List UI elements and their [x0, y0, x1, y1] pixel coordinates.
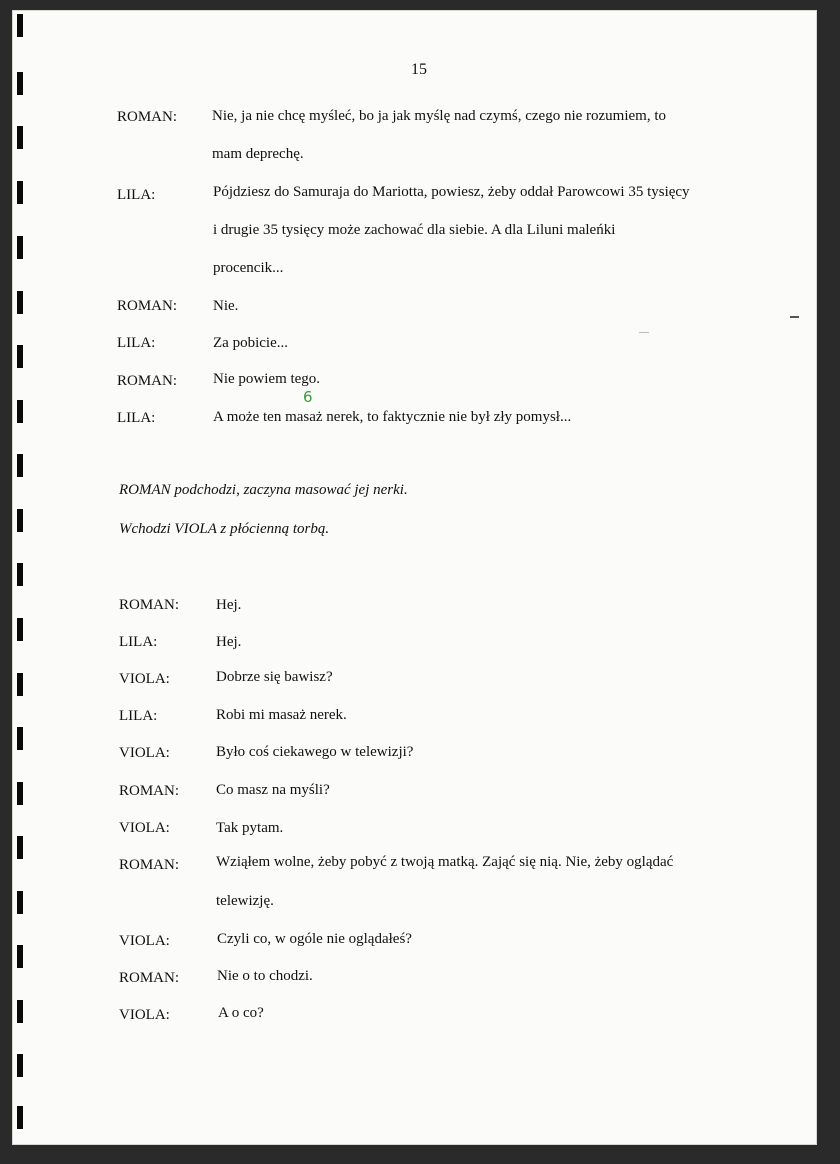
dialogue-line: Czyli co, w ogóle nie oglądałeś? — [217, 931, 412, 947]
binding-mark — [17, 509, 23, 532]
binding-mark — [17, 1000, 23, 1023]
binding-mark — [17, 454, 23, 477]
binding-mark — [17, 945, 23, 968]
binding-mark — [17, 891, 23, 914]
binding-mark — [17, 673, 23, 696]
scan-speck — [790, 316, 799, 318]
dialogue-line: mam deprechę. — [212, 146, 304, 162]
speaker-label: ROMAN: — [117, 109, 178, 125]
dialogue-line: Nie, ja nie chcę myśleć, bo ja jak myślę nad czymś, czego nie rozumiem, to — [212, 108, 667, 124]
speaker-label: VIOLA: — [119, 820, 170, 836]
speaker-label: VIOLA: — [119, 933, 170, 949]
scan-speck — [639, 332, 649, 333]
dialogue-line: Pójdziesz do Samuraja do Mariotta, powiesz, żeby oddał Parowcowi 35 tysięcy — [213, 184, 690, 200]
stage-direction: ROMAN podchodzi, zaczyna masować jej nerki. — [119, 482, 408, 498]
dialogue-line: A może ten masaż nerek, to faktycznie nie był zły pomysł... — [213, 409, 572, 425]
binding-mark — [17, 727, 23, 750]
speaker-label: LILA: — [117, 187, 156, 203]
dialogue-line: telewizję. — [216, 893, 274, 909]
dialogue-line: Wziąłem wolne, żeby pobyć z twoją matką. Zająć się nią. Nie, żeby oglądać — [216, 854, 674, 870]
binding-mark — [17, 72, 23, 95]
dialogue-line: Było coś ciekawego w telewizji? — [216, 744, 414, 760]
binding-mark — [17, 782, 23, 805]
page-number: 15 — [411, 61, 427, 78]
stage-direction: Wchodzi VIOLA z płócienną torbą. — [119, 521, 330, 537]
binding-mark — [17, 126, 23, 149]
binding-mark — [17, 291, 23, 314]
dialogue-line: Hej. — [216, 634, 242, 650]
speaker-label: ROMAN: — [117, 298, 178, 314]
binding-mark — [17, 400, 23, 423]
speaker-label: LILA: — [119, 708, 158, 724]
dialogue-line: Nie o to chodzi. — [217, 968, 313, 984]
dialogue-line: i drugie 35 tysięcy może zachować dla siebie. A dla Liluni maleńki — [213, 222, 616, 238]
binding-mark — [17, 181, 23, 204]
speaker-label: ROMAN: — [119, 783, 180, 799]
speaker-label: LILA: — [117, 335, 156, 351]
binding-mark — [17, 236, 23, 259]
dialogue-line: Nie powiem tego. — [213, 371, 321, 387]
speaker-label: ROMAN: — [119, 597, 180, 613]
dialogue-line: Nie. — [213, 298, 239, 314]
binding-mark — [17, 345, 23, 368]
dialogue-line: Robi mi masaż nerek. — [216, 707, 347, 723]
dialogue-line: Tak pytam. — [216, 820, 284, 836]
binding-mark — [17, 14, 23, 37]
speaker-label: ROMAN: — [117, 373, 178, 389]
binding-mark — [17, 563, 23, 586]
speaker-label: LILA: — [117, 410, 156, 426]
binding-mark — [17, 618, 23, 641]
dialogue-line: A o co? — [218, 1005, 264, 1021]
binding-mark — [17, 1054, 23, 1077]
speaker-label: VIOLA: — [119, 1007, 170, 1023]
dialogue-line: Hej. — [216, 597, 242, 613]
dialogue-line: Dobrze się bawisz? — [216, 669, 333, 685]
handwritten-note: 6 — [303, 388, 313, 406]
dialogue-line: Za pobicie... — [213, 335, 288, 351]
dialogue-line: Co masz na myśli? — [216, 782, 330, 798]
speaker-label: ROMAN: — [119, 857, 180, 873]
speaker-label: VIOLA: — [119, 745, 170, 761]
binding-mark — [17, 1106, 23, 1129]
dialogue-line: procencik... — [213, 260, 284, 276]
speaker-label: ROMAN: — [119, 970, 180, 986]
binding-mark — [17, 836, 23, 859]
speaker-label: LILA: — [119, 634, 158, 650]
speaker-label: VIOLA: — [119, 671, 170, 687]
